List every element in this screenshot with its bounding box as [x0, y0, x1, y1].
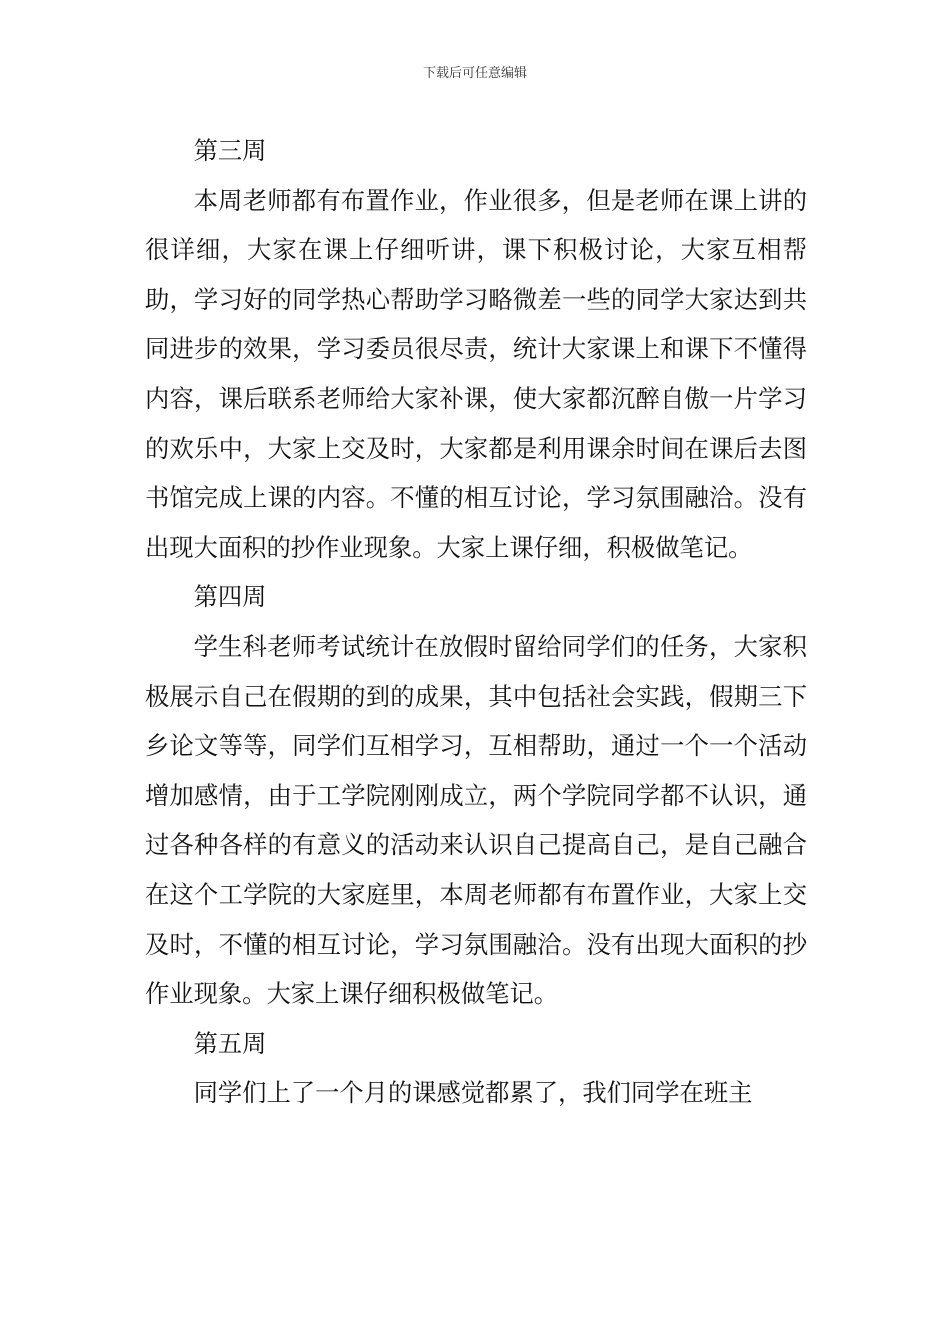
section-heading-week-4: 第四周	[193, 582, 267, 612]
section-heading-week-3: 第三周	[193, 136, 267, 165]
paragraph-week-5: 同学们上了一个月的课感觉都累了，我们同学在班主	[193, 1078, 753, 1108]
document-body	[145, 126, 807, 1118]
section-heading-week-5: 第五周	[193, 1028, 267, 1058]
page-header: 下载后可任意编辑	[422, 66, 527, 81]
paragraph-week-3: 本周老师都有布置作业，作业很多，但是老师在课上讲的很详细，大家在课上仔细听讲，课下积极讨论，大家互相帮助，学习好的同学热心帮助学习略微差一些的同学大家达到共同进步的效果，学习委员很尽责，统计大家课上和课下不懂得内容，课后联系老师给大家补课，使大家都沉醉自傲一片学习的欢乐中，大家上交及时，大家都是利用课余时间在课后去图书馆完成上课的内容。不懂的相互讨论，学习氛围融洽。没有出现大面积的抄作业现象。大家上课仔细，积极做笔记。	[145, 185, 807, 562]
paragraph-week-4: 学生科老师考试统计在放假时留给同学们的任务，大家积极展示自己在假期的到的成果，其中包括社会实践，假期三下乡论文等等，同学们互相学习，互相帮助，通过一个一个活动增加感情，由于工学院刚刚成立，两个学院同学都不认识，通过各种各样的有意义的活动来认识自己提高自己，是自己融合在这个工学院的大家庭里，本周老师都有布置作业，大家上交及时，不懂的相互讨论，学习氛围融洽。没有出现大面积的抄作业现象。大家上课仔细积极做笔记。	[145, 631, 807, 1009]
